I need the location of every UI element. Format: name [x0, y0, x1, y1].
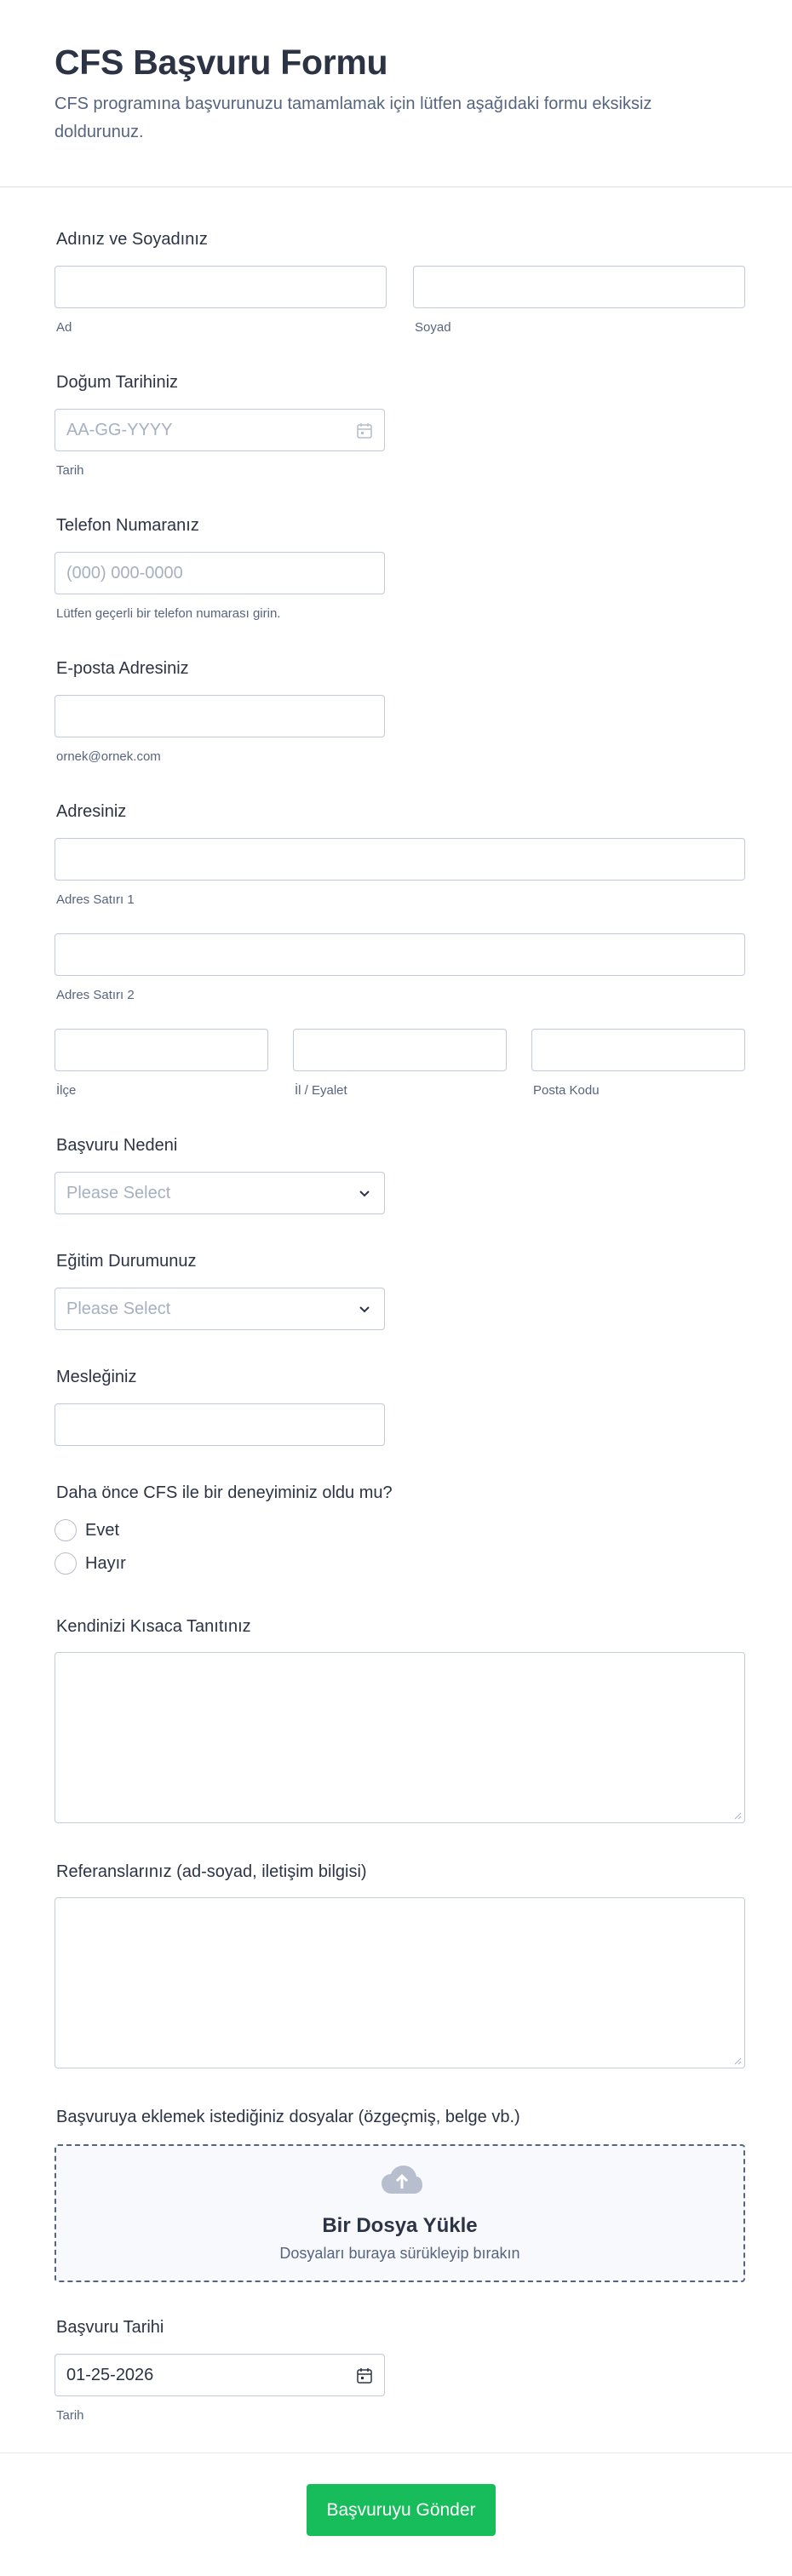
cloud-upload-icon: [381, 2165, 423, 2195]
email-label: E-posta Adresiniz: [56, 659, 189, 678]
address-line2-sublabel: Adres Satırı 2: [56, 988, 135, 1002]
phone-label: Telefon Numaranız: [56, 516, 199, 535]
resize-grip-icon[interactable]: [732, 2055, 742, 2065]
birth-date-input[interactable]: [55, 409, 385, 451]
province-input[interactable]: [293, 1029, 507, 1071]
address-line2-input[interactable]: [55, 933, 745, 976]
radio-hayir-label[interactable]: Hayır: [85, 1554, 126, 1573]
intro-label: Kendinizi Kısaca Tanıtınız: [56, 1617, 251, 1636]
references-label: Referanslarınız (ad-soyad, iletişim bilgisi): [56, 1862, 367, 1881]
radio-evet[interactable]: [55, 1519, 77, 1541]
email-sublabel: ornek@ornek.com: [56, 749, 161, 764]
address-line1-sublabel: Adres Satırı 1: [56, 892, 135, 907]
files-label: Başvuruya eklemek istediğiniz dosyalar (özgeçmiş, belge vb.): [56, 2108, 520, 2126]
education-selected-value: Please Select: [66, 1299, 171, 1318]
page-subtitle: CFS programına başvurunuzu tamamlamak için lütfen aşağıdaki formu eksiksiz doldurunuz.: [55, 95, 652, 141]
email-input[interactable]: [55, 695, 385, 737]
application-date-input[interactable]: [55, 2354, 385, 2396]
file-upload-dropzone[interactable]: [55, 2144, 745, 2282]
phone-input[interactable]: [55, 552, 385, 594]
education-select[interactable]: [55, 1288, 385, 1330]
district-sublabel: İlçe: [56, 1083, 77, 1098]
submit-button[interactable]: Başvuruyu Gönder: [307, 2484, 496, 2536]
district-input[interactable]: [55, 1029, 268, 1071]
education-label: Eğitim Durumunuz: [56, 1252, 197, 1271]
reason-selected-value: Please Select: [66, 1184, 171, 1202]
reason-select[interactable]: [55, 1172, 385, 1214]
first-name-input[interactable]: [55, 266, 387, 308]
radio-evet-label[interactable]: Evet: [85, 1521, 120, 1540]
chevron-down-icon: [355, 1300, 374, 1319]
occupation-input[interactable]: [55, 1403, 385, 1446]
radio-hayir[interactable]: [55, 1552, 77, 1575]
experience-label: Daha önce CFS ile bir deneyiminiz oldu mu?: [56, 1483, 393, 1502]
occupation-label: Mesleğiniz: [56, 1368, 137, 1386]
first-name-sublabel: Ad: [56, 320, 72, 335]
upload-subtitle: Dosyaları buraya sürükleyip bırakın: [279, 2245, 520, 2262]
application-date-value: 01-25-2026: [66, 2366, 154, 2384]
address-line1-input[interactable]: [55, 838, 745, 881]
form-header: [0, 0, 792, 187]
phone-sublabel: Lütfen geçerli bir telefon numarası girin.: [56, 606, 281, 621]
calendar-icon[interactable]: [355, 2367, 374, 2385]
application-date-label: Başvuru Tarihi: [56, 2318, 164, 2337]
last-name-input[interactable]: [413, 266, 745, 308]
calendar-icon[interactable]: [355, 422, 374, 440]
birth-date-placeholder: AA-GG-YYYY: [66, 421, 173, 439]
intro-textarea[interactable]: [55, 1652, 745, 1823]
postal-code-input[interactable]: [531, 1029, 745, 1071]
birth-date-sublabel: Tarih: [56, 463, 84, 478]
last-name-sublabel: Soyad: [415, 320, 451, 335]
name-label: Adınız ve Soyadınız: [56, 230, 208, 249]
address-label: Adresiniz: [56, 802, 127, 821]
references-textarea[interactable]: [55, 1897, 745, 2068]
phone-placeholder: (000) 000-0000: [66, 564, 183, 582]
birth-date-label: Doğum Tarihiniz: [56, 373, 179, 392]
resize-grip-icon[interactable]: [732, 1810, 742, 1820]
upload-title: Bir Dosya Yükle: [322, 2214, 478, 2237]
postal-code-sublabel: Posta Kodu: [533, 1083, 600, 1098]
reason-label: Başvuru Nedeni: [56, 1136, 178, 1155]
application-date-sublabel: Tarih: [56, 2408, 84, 2423]
page-title: CFS Başvuru Formu: [55, 43, 388, 82]
chevron-down-icon: [355, 1185, 374, 1203]
province-sublabel: İl / Eyalet: [295, 1083, 347, 1098]
